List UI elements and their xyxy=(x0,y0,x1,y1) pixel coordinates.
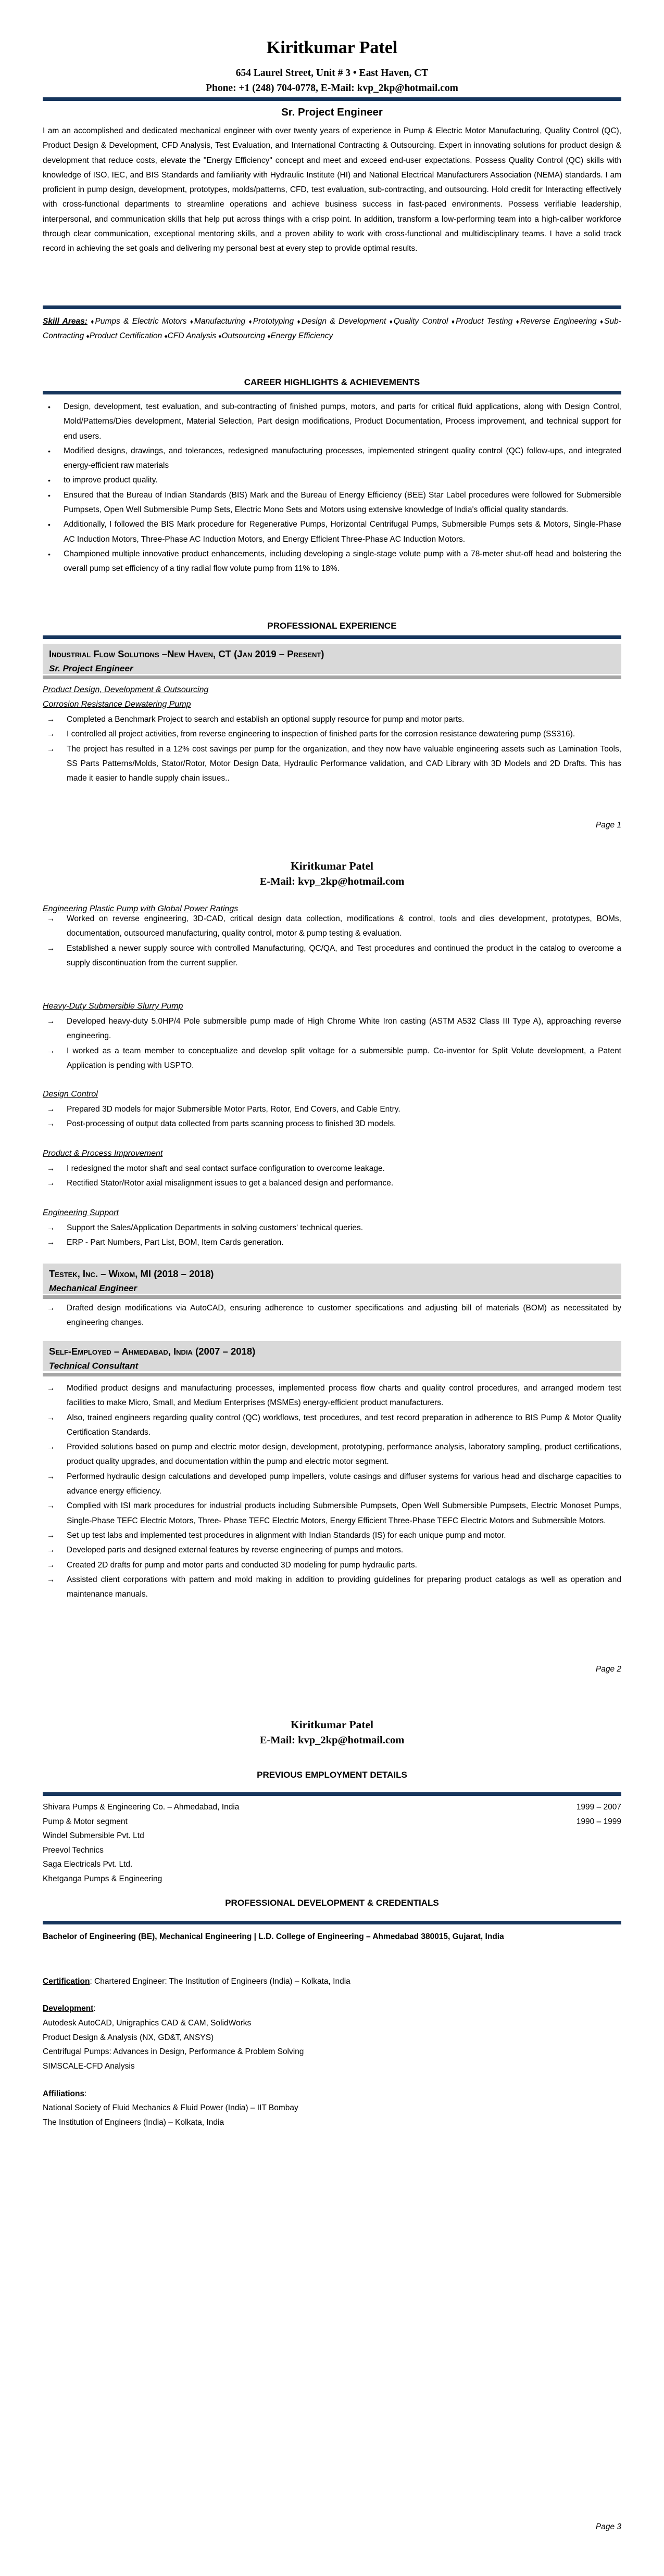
job1-bullets xyxy=(43,712,621,786)
subsection-slurry-pump: Heavy-Duty Submersible Slurry Pump xyxy=(43,1002,183,1011)
diamond-bullet-icon: ♦ xyxy=(389,318,394,325)
experience-bullet xyxy=(43,1235,621,1250)
skill-item xyxy=(165,331,216,340)
arrow-bullet-icon: → xyxy=(47,1017,55,1026)
diamond-bullet-icon: ♦ xyxy=(297,318,302,325)
skill-areas-label: Skill Areas: xyxy=(43,317,87,326)
employer-name: Preevol Technics xyxy=(43,1845,104,1855)
job-header-self-employed xyxy=(43,1341,621,1376)
highlight-bullet xyxy=(43,444,621,474)
skill-item xyxy=(190,317,245,326)
experience-bullet xyxy=(43,1440,621,1470)
diamond-bullet-icon: ♦ xyxy=(600,318,605,325)
job-company-line: Testek, Inc. – Wixom, MI (2018 – 2018) xyxy=(49,1268,214,1279)
employer-row xyxy=(43,1829,621,1843)
arrow-bullet-icon: → xyxy=(47,1501,55,1511)
job-title-line: Sr. Project Engineer xyxy=(49,664,133,673)
skill-item-label: Design & Development xyxy=(301,317,386,326)
experience-text: I redesigned the motor shaft and seal contact surface configuration to overcome leakage. xyxy=(67,1164,385,1173)
experience-bullet xyxy=(43,1301,621,1331)
job-title-line: Mechanical Engineer xyxy=(49,1283,137,1293)
experience-bullet xyxy=(43,1411,621,1440)
employer-dates: 1990 – 1999 xyxy=(576,1817,621,1826)
role-title: Sr. Project Engineer xyxy=(281,106,383,118)
dot-bullet-icon: • xyxy=(48,476,51,485)
skill-item xyxy=(452,317,512,326)
subsection-design-control: Design Control xyxy=(43,1090,98,1099)
development-label: Development xyxy=(43,2004,94,2013)
highlight-text: Design, development, test evaluation, and sub-contracting of finished pumps, motors, and parts for critical fluid applications, along with Design Control, Mold/Patterns/Dies development, Material Selection, Part design modifications, Product Documentation, Process improvement, and technical support for end users. xyxy=(64,402,621,441)
employer-row xyxy=(43,1843,621,1858)
experience-bullet xyxy=(43,712,621,727)
arrow-bullet-icon: → xyxy=(47,1531,55,1540)
development-item: Product Design & Analysis (NX, GD&T, ANSYS) xyxy=(43,2033,214,2042)
experience-text: Assisted client corporations with pattern and mold making in addition to providing guidelines for preparing product catalogs as well as operation and maintenance manuals. xyxy=(67,1575,621,1599)
divider xyxy=(43,97,621,101)
employer-name: Saga Electricals Pvt. Ltd. xyxy=(43,1860,133,1869)
experience-text: Established a newer supply source with controlled Manufacturing, QC/QA, and Test procedures and continued the product in the catalog to overcome a supply discontinuation from the current supplier. xyxy=(67,943,621,967)
diamond-bullet-icon: ♦ xyxy=(516,318,520,325)
skill-item xyxy=(249,317,294,326)
diamond-bullet-icon: ♦ xyxy=(86,333,90,340)
skill-item xyxy=(267,331,333,340)
skill-item-label: Sub-Contracting xyxy=(43,317,621,341)
highlight-bullet xyxy=(43,517,621,547)
arrow-bullet-icon: → xyxy=(47,1105,55,1114)
highlight-bullet xyxy=(43,473,621,488)
skill-item-label: Energy Efficiency xyxy=(270,331,333,341)
experience-text: Provided solutions based on pump and electric motor design, development, prototyping, performance analysis, laboratory sampling, product certifications, product quality upgrades, and documentation within the pump and electric motor segment. xyxy=(67,1443,621,1466)
experience-bullet xyxy=(43,912,621,941)
experience-text: I worked as a team member to conceptualize and develop split voltage for a submersible pump. Co-inventor for Split Volute development, a Patent Application is pending with USPTO. xyxy=(67,1046,621,1070)
job-header-testek xyxy=(43,1264,621,1299)
diamond-bullet-icon: ♦ xyxy=(164,333,168,340)
arrow-bullet-icon: → xyxy=(47,1164,55,1173)
dot-bullet-icon: • xyxy=(48,550,51,558)
skill-item-label: Product Certification xyxy=(89,331,162,341)
highlight-text: Championed multiple innovative product enhancements, including developing a single-stage volute pump with a 78-meter shut-off head and bolstering the overall pump set efficiency of a tiny radial flow volute pump from 11% to 18%. xyxy=(64,549,621,573)
section-heading-professional-experience: PROFESSIONAL EXPERIENCE xyxy=(267,621,397,631)
affiliation-item: The Institution of Engineers (India) – Kolkata, India xyxy=(43,2118,224,2127)
page-3-footer: Page 3 xyxy=(595,2522,621,2531)
employer-row xyxy=(43,1800,621,1815)
experience-bullet xyxy=(43,1102,621,1117)
experience-text: Developed heavy-duty 5.0HP/4 Pole submersible pump made of High Chrome White Iron casting (ASTM A532 Class III Type A), approaching reverse engineering. xyxy=(67,1017,621,1041)
experience-text: Set up test labs and implemented test procedures in alignment with Indian Standards (IS) for each unique pump and motor. xyxy=(67,1531,506,1540)
skill-item-label: Pumps & Electric Motors xyxy=(95,317,187,326)
experience-text: ERP - Part Numbers, Part List, BOM, Item Cards generation. xyxy=(67,1238,284,1247)
skill-item-label: Manufacturing xyxy=(194,317,246,326)
arrow-bullet-icon: → xyxy=(47,1384,55,1393)
page-title: Kiritkumar Patel xyxy=(266,38,398,57)
development-label-line xyxy=(43,2001,621,2016)
development-items xyxy=(43,2016,621,2073)
development-colon: : xyxy=(93,2004,96,2013)
arrow-bullet-icon: → xyxy=(47,1443,55,1452)
subsection-product-design: Product Design, Development & Outsourcing xyxy=(43,685,209,694)
affiliations-label-line xyxy=(43,2087,621,2101)
divider xyxy=(43,1921,621,1924)
previous-employers-list xyxy=(43,1800,621,1886)
job-header-industrial-flow-solutions xyxy=(43,644,621,679)
arrow-bullet-icon: → xyxy=(47,1560,55,1570)
experience-text: Prepared 3D models for major Submersible Motor Parts, Rotor, End Covers, and Cable Entry. xyxy=(67,1105,400,1114)
diamond-bullet-icon: ♦ xyxy=(267,333,271,340)
experience-text: Modified product designs and manufacturing processes, implemented process flow charts and quality control procedures, and arranged modern test facilities to make Micro, Small, and Medium Enterprises (MSMEs) energy-efficient product manufacturers. xyxy=(67,1384,621,1408)
arrow-bullet-icon: → xyxy=(47,1413,55,1422)
experience-bullet xyxy=(43,1543,621,1558)
certification-line xyxy=(43,1974,621,1989)
skill-item xyxy=(86,331,162,340)
experience-bullet xyxy=(43,1117,621,1131)
experience-text: Completed a Benchmark Project to search and establish an optional supply resource for pump and motor parts. xyxy=(67,715,465,724)
arrow-bullet-icon: → xyxy=(47,1304,55,1312)
certification-label: Certification xyxy=(43,1977,90,1986)
arrow-bullet-icon: → xyxy=(47,1575,55,1584)
arrow-bullet-icon: → xyxy=(47,1238,55,1247)
divider xyxy=(43,305,621,309)
engineering-support-bullets xyxy=(43,1221,621,1251)
highlight-bullet xyxy=(43,400,621,444)
experience-bullet xyxy=(43,742,621,786)
education-line: Bachelor of Engineering (BE), Mechanical Engineering | L.D. College of Engineering – Ahmedabad 380015, Gujarat, India xyxy=(43,1932,504,1941)
dot-bullet-icon: • xyxy=(48,447,51,455)
experience-bullet xyxy=(43,1014,621,1044)
affiliations-colon: : xyxy=(84,2089,87,2098)
highlight-text: to improve product quality. xyxy=(64,476,158,485)
highlight-text: Modified designs, drawings, and tolerances, redesigned manufacturing processes, implemented stringent quality control (QC) follow-ups, and integrated energy-efficient raw materials xyxy=(64,446,621,470)
subsection-process-improvement: Product & Process Improvement xyxy=(43,1149,163,1158)
employer-name: Windel Submersible Pvt. Ltd xyxy=(43,1831,144,1840)
employer-name: Khetganga Pumps & Engineering xyxy=(43,1874,162,1883)
development-item: SIMSCALE-CFD Analysis xyxy=(43,2061,135,2071)
page-3-header-email: E-Mail: kvp_2kp@hotmail.com xyxy=(259,1735,405,1746)
divider xyxy=(43,1792,621,1796)
testek-bullets xyxy=(43,1301,621,1331)
experience-text: Performed hydraulic design calculations and developed pump impellers, volute casings and diffuser systems for various head and discharge capacities to advance energy efficiency. xyxy=(67,1472,621,1496)
experience-bullet xyxy=(43,941,621,971)
experience-text: Drafted design modifications via AutoCAD, ensuring adherence to customer specifications and adjusting bill of materials (BOM) as necessitated by engineering changes. xyxy=(67,1304,621,1328)
process-improvement-bullets xyxy=(43,1162,621,1191)
subsection-corrosion-pump: Corrosion Resistance Dewatering Pump xyxy=(43,700,191,709)
experience-bullet xyxy=(43,1381,621,1411)
experience-text: Also, trained engineers regarding quality control (QC) workflows, test procedures, and test record preparation in adherence to BIS Pump & Motor Quality Certification Standards. xyxy=(67,1413,621,1437)
plastic-pump-bullets xyxy=(43,912,621,971)
arrow-bullet-icon: → xyxy=(47,744,55,754)
arrow-bullet-icon: → xyxy=(47,1119,55,1129)
arrow-bullet-icon: → xyxy=(47,1179,55,1188)
employer-dates: 1999 – 2007 xyxy=(576,1803,621,1812)
divider xyxy=(43,391,621,394)
experience-text: Worked on reverse engineering, 3D-CAD, critical design data collection, modifications & control, tools and dies development, prototypes, BOMs, documentation, outsourced manufacturing, quality control, motor & pump testing & evaluation. xyxy=(67,914,621,938)
skill-item xyxy=(516,317,597,326)
development-item: Autodesk AutoCAD, Unigraphics CAD & CAM, SolidWorks xyxy=(43,2019,252,2027)
diamond-bullet-icon: ♦ xyxy=(451,318,456,325)
experience-text: Complied with ISI mark procedures for industrial products including Submersible Pumpsets, Open Well Submersible Pumpsets, Electric Monoset Pumps, Single-Phase TEFC Electric Motors, Three- Phase TEFC Electric Motors, Energy Efficient Three-Phase TEFC Electric Motors and Submersible Motors. xyxy=(67,1501,621,1525)
experience-text: Created 2D drafts for pump and motor parts and conducted 3D modeling for pump hydraulic parts. xyxy=(67,1560,417,1570)
experience-bullet xyxy=(43,1221,621,1235)
subsection-engineering-support: Engineering Support xyxy=(43,1208,119,1217)
design-control-bullets xyxy=(43,1102,621,1132)
employer-row xyxy=(43,1857,621,1872)
skill-item-label: Reverse Engineering xyxy=(520,317,597,326)
dot-bullet-icon: • xyxy=(48,520,51,529)
experience-text: I controlled all project activities, from reverse engineering to inspection of finished parts for the corrosion resistance dewatering pump (SS316). xyxy=(67,730,575,739)
highlight-text: Ensured that the Bureau of Indian Standards (BIS) Mark and the Bureau of Energy Efficiency (BEE) Star Label procedures were followed for Submersible Pumpsets, Open Well Submersible Pump Sets, Electric Mono Sets and Motors using extensive knowledge of India's official quality standards. xyxy=(64,490,621,515)
experience-bullet xyxy=(43,727,621,742)
skill-item-label: CFD Analysis xyxy=(167,331,217,341)
experience-bullet xyxy=(43,1162,621,1176)
highlight-bullet xyxy=(43,547,621,577)
experience-bullet xyxy=(43,1499,621,1528)
phone-email-line: Phone: +1 (248) 704-0778, E-Mail: kvp_2kp@hotmail.com xyxy=(206,83,458,94)
arrow-bullet-icon: → xyxy=(47,943,55,953)
diamond-bullet-icon: ♦ xyxy=(190,318,194,325)
employer-row xyxy=(43,1815,621,1829)
skill-item-label: Prototyping xyxy=(253,317,294,326)
affiliation-items xyxy=(43,2101,621,2129)
arrow-bullet-icon: → xyxy=(47,1046,55,1055)
dot-bullet-icon: • xyxy=(48,403,51,411)
diamond-bullet-icon: ♦ xyxy=(218,333,222,340)
arrow-bullet-icon: → xyxy=(47,1472,55,1481)
highlight-bullet xyxy=(43,488,621,518)
experience-text: Post-processing of output data collected from parts scanning process to finished 3D models. xyxy=(67,1119,396,1129)
development-item: Centrifugal Pumps: Advances in Design, Performance & Problem Solving xyxy=(43,2047,304,2056)
slurry-pump-bullets xyxy=(43,1014,621,1073)
section-heading-professional-development: PROFESSIONAL DEVELOPMENT & CREDENTIALS xyxy=(225,1898,439,1908)
affiliations-label: Affiliations xyxy=(43,2089,85,2098)
page-2-header-name: Kiritkumar Patel xyxy=(290,860,374,872)
certification-text: : Chartered Engineer: The Institution of Engineers (India) – Kolkata, India xyxy=(90,1977,350,1986)
skill-item-label: Product Testing xyxy=(456,317,513,326)
skill-item-label: Outsourcing xyxy=(221,331,266,341)
skill-item xyxy=(390,317,448,326)
diamond-bullet-icon: ♦ xyxy=(248,318,253,325)
page-2-header-email: E-Mail: kvp_2kp@hotmail.com xyxy=(259,876,405,887)
skill-item xyxy=(218,331,265,340)
arrow-bullet-icon: → xyxy=(47,730,55,739)
page-2-footer: Page 2 xyxy=(595,1665,621,1674)
experience-bullet xyxy=(43,1470,621,1499)
skill-item-label: Quality Control xyxy=(393,317,448,326)
skill-item xyxy=(297,317,386,326)
job-company-line: Self-Employed – Ahmedabad, India (2007 – 2018) xyxy=(49,1346,256,1357)
arrow-bullet-icon: → xyxy=(47,914,55,923)
experience-bullet xyxy=(43,1176,621,1191)
affiliation-item: National Society of Fluid Mechanics & Fluid Power (India) – IIT Bombay xyxy=(43,2103,298,2112)
experience-text: Support the Sales/Application Departments in solving customers' technical queries. xyxy=(67,1223,364,1232)
employer-name: Shivara Pumps & Engineering Co. – Ahmedabad, India xyxy=(43,1803,240,1812)
experience-text: Rectified Stator/Rotor axial misalignment issues to get a balanced design and performance. xyxy=(67,1179,394,1188)
self-employed-bullets xyxy=(43,1381,621,1602)
skill-areas xyxy=(43,314,621,344)
address-line: 654 Laurel Street, Unit # 3 • East Haven, CT xyxy=(235,68,429,79)
experience-text: The project has resulted in a 12% cost savings per pump for the organization, and they now have valuable engineering assets such as Lamination Tools, SS Parts Patterns/Molds, Stator/Rotor, Motor Design Data, Hydraulic Performance validation, and CAD Library with 3D Models and 2D Drafts. This has made it easier to handle supply chain issues.. xyxy=(67,744,621,783)
diamond-bullet-icon: ♦ xyxy=(91,318,95,325)
skill-areas-list xyxy=(43,317,621,340)
dot-bullet-icon: • xyxy=(48,491,51,500)
experience-text: Developed parts and designed external features by reverse engineering of pumps and motors. xyxy=(67,1546,404,1555)
section-heading-career-highlights: CAREER HIGHLIGHTS & ACHIEVEMENTS xyxy=(244,377,420,387)
arrow-bullet-icon: → xyxy=(47,1546,55,1555)
arrow-bullet-icon: → xyxy=(47,715,55,724)
job-company-line: Industrial Flow Solutions –New Haven, CT (Jan 2019 – Present) xyxy=(49,648,324,659)
employer-name: Pump & Motor segment xyxy=(43,1817,128,1826)
employer-row xyxy=(43,1872,621,1886)
divider xyxy=(43,635,621,639)
summary-paragraph: I am an accomplished and dedicated mechanical engineer with over twenty years of experience in Pump & Electric Motor Manufacturing, Quality Control (QC), Product Design & Development, CFD Analysis, Test Evaluation, and International Contracting & Outsourcing. Expert in innovating solutions for product design & development that reduce costs, elevate the "Energy Efficiency" concept and meet and exceed end-user expectations. Possess Quality Control (QC) skills with knowledge of ISO, IEC, and BIS Standards and familiarity with Hydraulic Institute (HI) and National Electrical Manufacturers Association (NEMA) standards. I am proficient in pump design, development, prototypes, molds/patterns, CFD, test evaluation, sub-contracting, and outsourcing. Hold credit for Interacting effectively with cross-functional departments to streamline operations and achieve business success in fast-paced environments. Possess verifiable leadership, interpersonal, and communication skills that help put across things with a crisp point. In addition, transform a low-performing team into a high-caliber workforce through clear communication, exceptional mentoring skills, and a proven ability to work with cross-functional and multidisciplinary teams. I have a solid track record in achieving the set goals and delivering my personal best at every step to provide optimal results. xyxy=(43,126,621,253)
experience-bullet xyxy=(43,1528,621,1543)
skill-item xyxy=(91,317,186,326)
highlight-text: Additionally, I followed the BIS Mark procedure for Regenerative Pumps, Horizontal Centrifugal Pumps, Submersible Pumps sets & Motors, Single-Phase AC Induction Motors, Three-Phase AC Induction Motors, and Energy Efficient Three-Phase AC Induction Motors. xyxy=(64,520,621,544)
job-title-line: Technical Consultant xyxy=(49,1361,139,1371)
experience-bullet xyxy=(43,1558,621,1573)
experience-bullet xyxy=(43,1044,621,1074)
experience-bullet xyxy=(43,1573,621,1602)
subsection-plastic-pump: Engineering Plastic Pump with Global Power Ratings xyxy=(43,904,239,913)
page-1-footer: Page 1 xyxy=(595,821,621,830)
arrow-bullet-icon: → xyxy=(47,1223,55,1232)
page-3-header-name: Kiritkumar Patel xyxy=(290,1718,374,1731)
career-highlights-list xyxy=(43,400,621,577)
section-heading-previous-employment: PREVIOUS EMPLOYMENT DETAILS xyxy=(257,1770,407,1780)
